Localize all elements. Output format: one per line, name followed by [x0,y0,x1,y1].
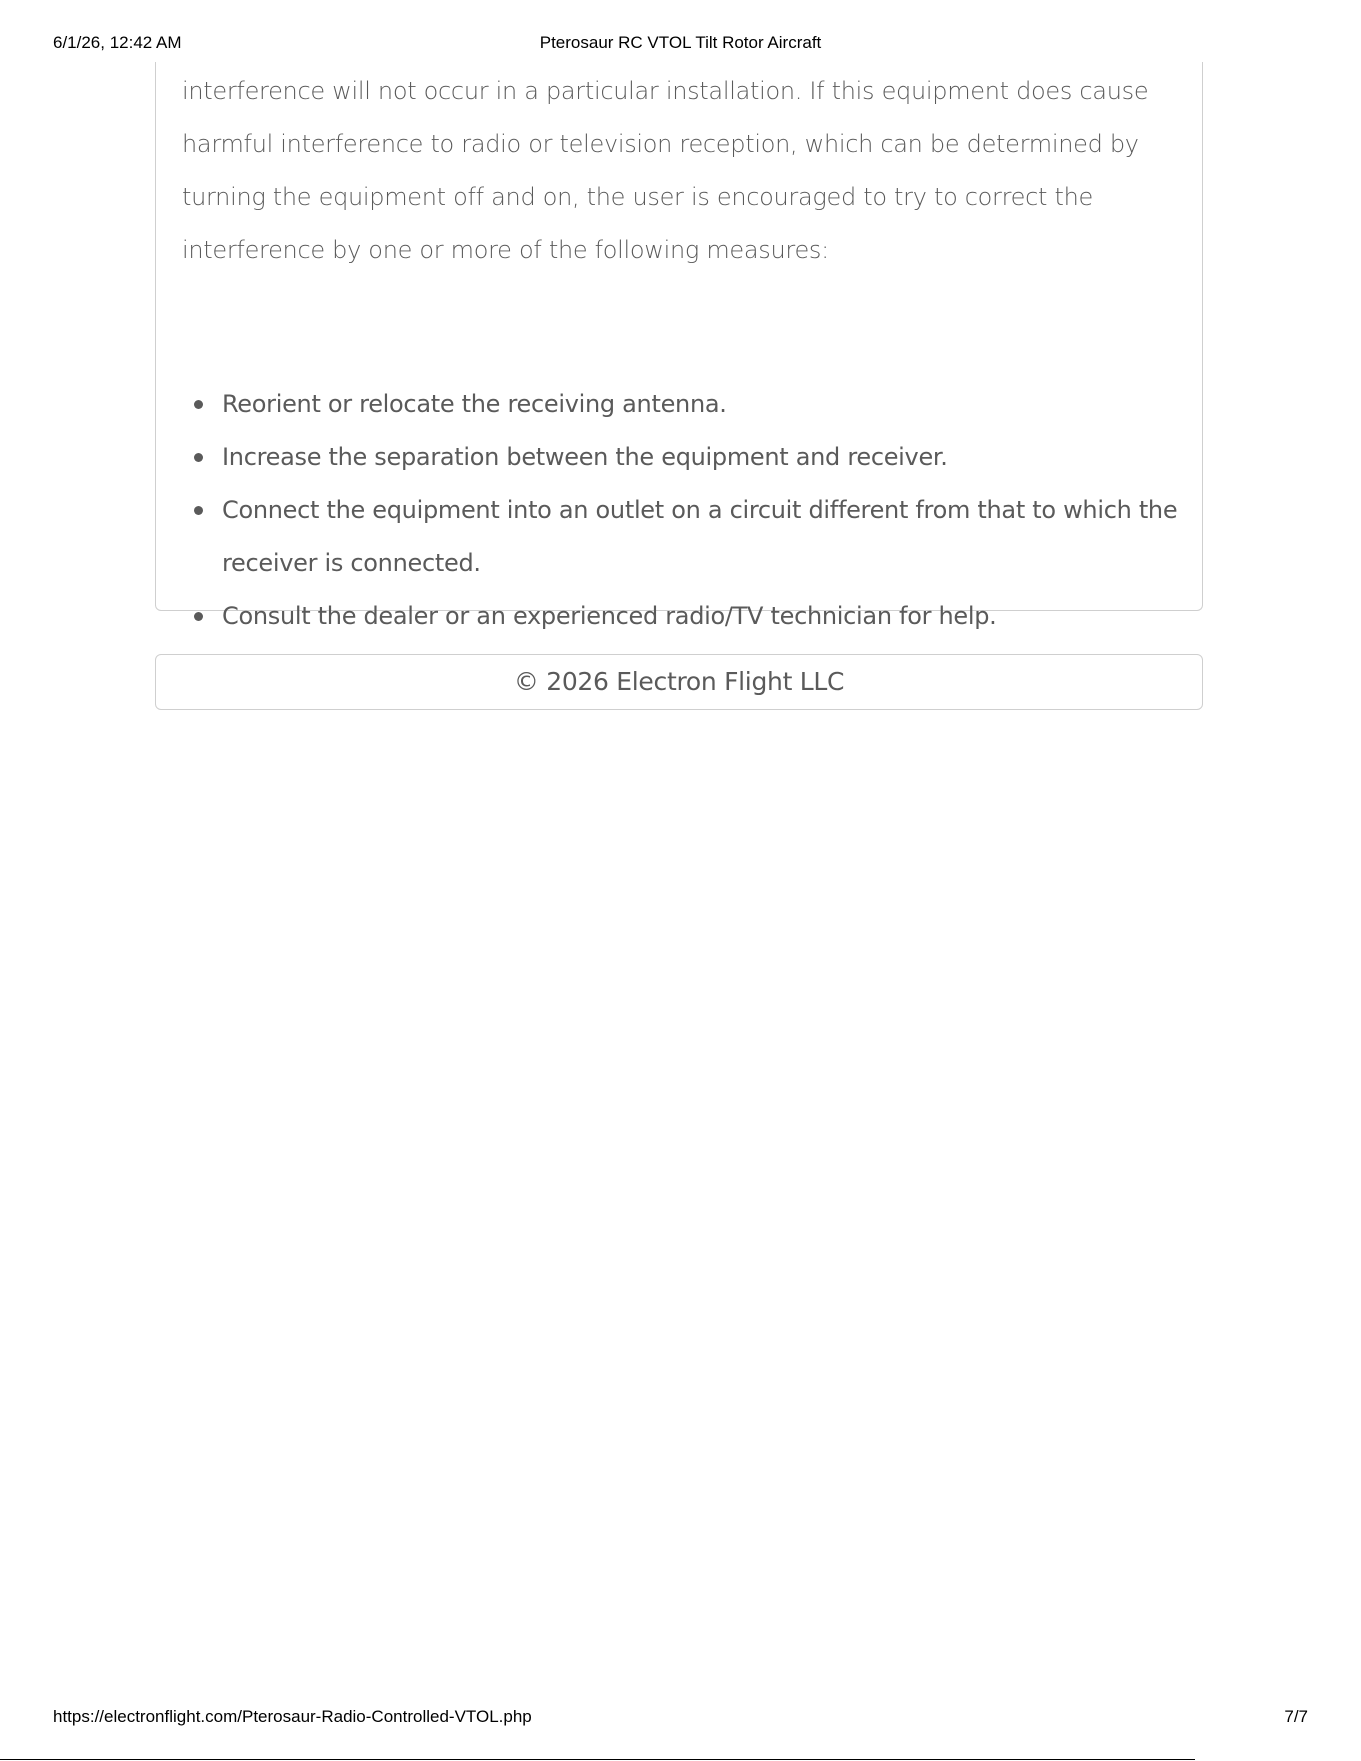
page-edge-rule [0,1759,1195,1760]
bullet-icon [194,612,203,621]
print-url: https://electronflight.com/Pterosaur-Radio-Controlled-VTOL.php [53,1707,532,1726]
bullet-icon [194,400,203,409]
print-date: 6/1/26, 12:42 AM [53,33,182,52]
fcc-notice-paragraph [182,65,1182,277]
list-item-text: receiver is connected. [222,549,481,577]
fcc-notice-card [155,62,1203,630]
list-item-text: Consult the dealer or an experienced radio/TV technician for help. [222,602,997,630]
list-item [222,378,1232,431]
list-item [222,590,1232,643]
copyright-text: © 2026 Electron Flight LLC [513,667,845,696]
measures-list [182,378,1232,643]
bullet-icon [194,506,203,515]
paragraph-line: interference will not occur in a particular installation. If this equipment does cause [182,77,1149,105]
list-item-text: Connect the equipment into an outlet on a circuit different from that to which the [222,496,1178,524]
list-item [222,484,1232,590]
list-item-text: Reorient or relocate the receiving antenna. [222,390,727,418]
list-item [222,431,1232,484]
list-item-text: Increase the separation between the equipment and receiver. [222,443,948,471]
paragraph-line: turning the equipment off and on, the user is encouraged to try to correct the [182,183,1093,211]
print-page-number: 7/7 [1284,1707,1308,1726]
print-page-title: Pterosaur RC VTOL Tilt Rotor Aircraft [539,33,822,52]
paragraph-line: harmful interference to radio or television reception, which can be determined by [182,130,1139,158]
bullet-icon [194,453,203,462]
site-footer [155,654,1203,710]
paragraph-line: interference by one or more of the following measures: [182,236,829,264]
